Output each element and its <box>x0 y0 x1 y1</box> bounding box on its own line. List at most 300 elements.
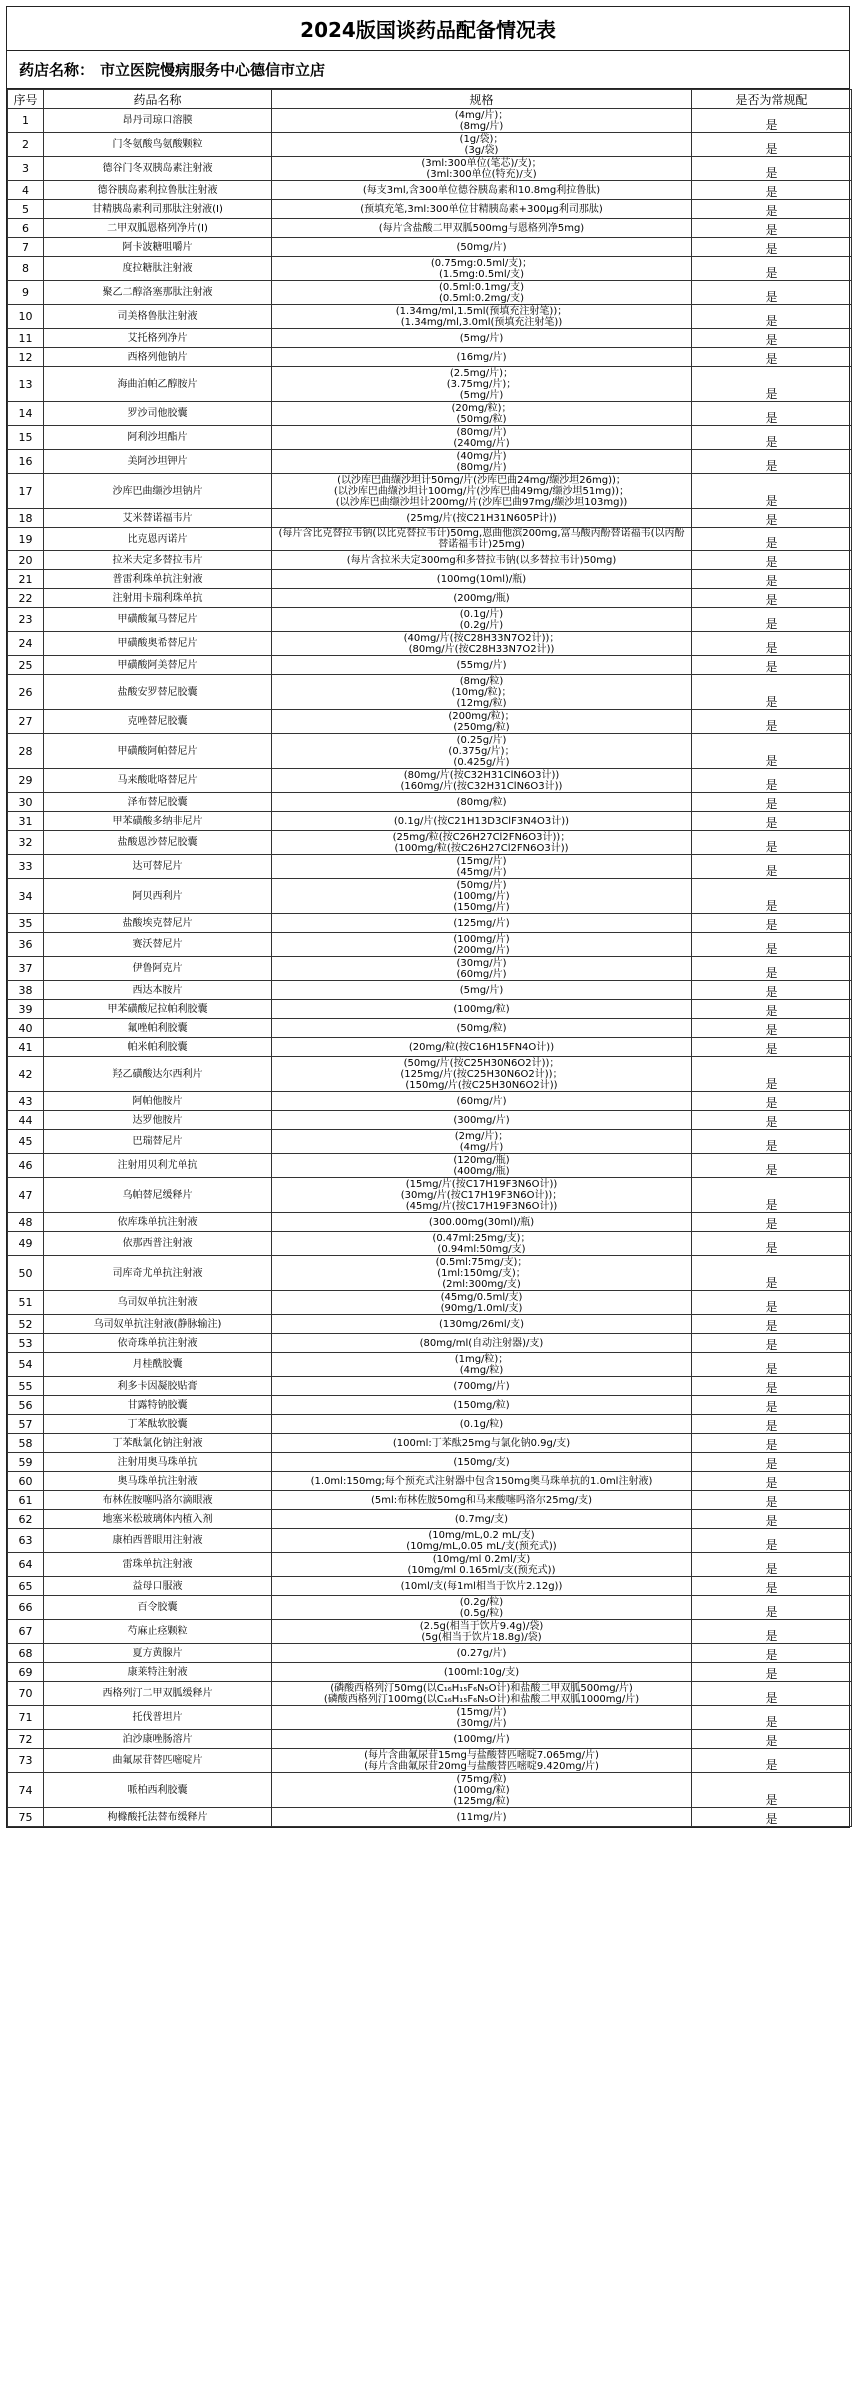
regular-stock: 是 <box>692 812 852 831</box>
drug-name: 甲磺酸奥希替尼片 <box>44 632 272 656</box>
row-number: 32 <box>8 831 44 855</box>
drug-name: 甲磺酸阿帕替尼片 <box>44 734 272 769</box>
regular-stock: 是 <box>692 1092 852 1111</box>
table-row <box>8 608 852 632</box>
table-row <box>8 1353 852 1377</box>
drug-spec: (0.1g/粒) <box>272 1415 692 1434</box>
drug-name: 注射用奥马珠单抗 <box>44 1453 272 1472</box>
table-row <box>8 200 852 219</box>
regular-stock: 是 <box>692 348 852 367</box>
header-no: 序号 <box>8 90 44 109</box>
table-row <box>8 1178 852 1213</box>
header-spec: 规格 <box>272 90 692 109</box>
drug-name: 西达本胺片 <box>44 981 272 1000</box>
drug-spec: (以沙库巴曲缬沙坦计50mg/片(沙库巴曲24mg/缬沙坦26mg))； (以沙库巴曲缬沙坦计100mg/片(沙库巴曲49mg/缬沙坦51mg))； (以沙库巴曲缬沙坦计200mg/片(沙库巴曲97mg/缬沙坦103mg)) <box>272 474 692 509</box>
regular-stock: 是 <box>692 1111 852 1130</box>
table-row <box>8 1019 852 1038</box>
table-row <box>8 426 852 450</box>
drug-spec: (5mg/片) <box>272 981 692 1000</box>
drug-name: 芍麻止痉颗粒 <box>44 1620 272 1644</box>
drug-spec: (80mg/ml(自动注射器)/支) <box>272 1334 692 1353</box>
regular-stock: 是 <box>692 1434 852 1453</box>
drug-spec: (60mg/片) <box>272 1092 692 1111</box>
regular-stock: 是 <box>692 509 852 528</box>
row-number: 51 <box>8 1291 44 1315</box>
drug-name: 二甲双胍恩格列净片(Ⅰ) <box>44 219 272 238</box>
table-row <box>8 1291 852 1315</box>
row-number: 22 <box>8 589 44 608</box>
drug-spec: (每片含拉米夫定300mg和多替拉韦钠(以多替拉韦计)50mg) <box>272 551 692 570</box>
table-row <box>8 367 852 402</box>
drug-spec: (11mg/片) <box>272 1808 692 1827</box>
row-number: 39 <box>8 1000 44 1019</box>
drug-name: 盐酸安罗替尼胶囊 <box>44 675 272 710</box>
row-number: 17 <box>8 474 44 509</box>
drug-name: 托伐普坦片 <box>44 1706 272 1730</box>
drug-spec: (0.47ml:25mg/支)； (0.94ml:50mg/支) <box>272 1232 692 1256</box>
row-number: 48 <box>8 1213 44 1232</box>
regular-stock: 是 <box>692 329 852 348</box>
drug-name: 地塞米松玻璃体内植入剂 <box>44 1510 272 1529</box>
drug-name: 阿贝西利片 <box>44 879 272 914</box>
row-number: 59 <box>8 1453 44 1472</box>
table-row <box>8 1434 852 1453</box>
drug-name: 达可替尼片 <box>44 855 272 879</box>
drug-spec: (0.1g/片) (0.2g/片) <box>272 608 692 632</box>
drug-name: 艾米替诺福韦片 <box>44 509 272 528</box>
row-number: 50 <box>8 1256 44 1291</box>
regular-stock: 是 <box>692 1256 852 1291</box>
drug-name: 羟乙磺酸达尔西利片 <box>44 1057 272 1092</box>
document-sheet <box>6 6 850 1828</box>
table-row <box>8 1620 852 1644</box>
drug-spec: (300mg/片) <box>272 1111 692 1130</box>
regular-stock: 是 <box>692 1353 852 1377</box>
drug-spec: (200mg/粒)； (250mg/粒) <box>272 710 692 734</box>
row-number: 57 <box>8 1415 44 1434</box>
drug-spec: (每片含曲氟尿苷15mg与盐酸替匹嘧啶7.065mg/片) (每片含曲氟尿苷20mg与盐酸替匹嘧啶9.420mg/片) <box>272 1749 692 1773</box>
drug-spec: (80mg/片) (240mg/片) <box>272 426 692 450</box>
drug-spec: (200mg/瓶) <box>272 589 692 608</box>
table-row <box>8 734 852 769</box>
drug-spec: (10ml/支(每1ml相当于饮片2.12g)) <box>272 1577 692 1596</box>
regular-stock: 是 <box>692 1644 852 1663</box>
drug-name: 艾托格列净片 <box>44 329 272 348</box>
table-row <box>8 1706 852 1730</box>
store-label: 药店名称： <box>19 61 95 79</box>
row-number: 38 <box>8 981 44 1000</box>
row-number: 12 <box>8 348 44 367</box>
table-row <box>8 855 852 879</box>
regular-stock: 是 <box>692 402 852 426</box>
row-number: 62 <box>8 1510 44 1529</box>
table-row <box>8 1000 852 1019</box>
drug-name: 甲苯磺酸尼拉帕利胶囊 <box>44 1000 272 1019</box>
drug-name: 奥马珠单抗注射液 <box>44 1472 272 1491</box>
row-number: 41 <box>8 1038 44 1057</box>
regular-stock: 是 <box>692 1057 852 1092</box>
regular-stock: 是 <box>692 1808 852 1827</box>
row-number: 43 <box>8 1092 44 1111</box>
drug-name: 伊鲁阿克片 <box>44 957 272 981</box>
drug-name: 盐酸恩沙替尼胶囊 <box>44 831 272 855</box>
header-regular: 是否为常规配 <box>692 90 852 109</box>
drug-name: 依库珠单抗注射液 <box>44 1213 272 1232</box>
drug-name: 注射用贝利尤单抗 <box>44 1154 272 1178</box>
regular-stock: 是 <box>692 793 852 812</box>
drug-name: 甘露特钠胶囊 <box>44 1396 272 1415</box>
regular-stock: 是 <box>692 1038 852 1057</box>
row-number: 13 <box>8 367 44 402</box>
row-number: 72 <box>8 1730 44 1749</box>
row-number: 19 <box>8 528 44 551</box>
regular-stock: 是 <box>692 528 852 551</box>
drug-name: 拉米夫定多替拉韦片 <box>44 551 272 570</box>
regular-stock: 是 <box>692 1577 852 1596</box>
drug-name: 司库奇尤单抗注射液 <box>44 1256 272 1291</box>
row-number: 74 <box>8 1773 44 1808</box>
table-row <box>8 551 852 570</box>
row-number: 63 <box>8 1529 44 1553</box>
drug-spec: (300.00mg(30ml)/瓶) <box>272 1213 692 1232</box>
drug-table <box>7 89 852 1827</box>
row-number: 65 <box>8 1577 44 1596</box>
row-number: 1 <box>8 109 44 133</box>
table-row <box>8 675 852 710</box>
regular-stock: 是 <box>692 181 852 200</box>
table-row <box>8 570 852 589</box>
drug-spec: (50mg/片(按C25H30N6O2计))； (125mg/片(按C25H30N6O2计))； (150mg/片(按C25H30N6O2计)) <box>272 1057 692 1092</box>
row-number: 60 <box>8 1472 44 1491</box>
table-row <box>8 1315 852 1334</box>
table-row <box>8 831 852 855</box>
drug-spec: (100mg/粒) <box>272 1000 692 1019</box>
regular-stock: 是 <box>692 710 852 734</box>
regular-stock: 是 <box>692 855 852 879</box>
row-number: 71 <box>8 1706 44 1730</box>
regular-stock: 是 <box>692 1773 852 1808</box>
drug-name: 盐酸埃克替尼片 <box>44 914 272 933</box>
table-row <box>8 219 852 238</box>
table-row <box>8 1396 852 1415</box>
regular-stock: 是 <box>692 675 852 710</box>
drug-name: 赛沃替尼片 <box>44 933 272 957</box>
table-row <box>8 1529 852 1553</box>
drug-name: 巴瑞替尼片 <box>44 1130 272 1154</box>
drug-spec: (16mg/片) <box>272 348 692 367</box>
row-number: 53 <box>8 1334 44 1353</box>
row-number: 61 <box>8 1491 44 1510</box>
regular-stock: 是 <box>692 305 852 329</box>
table-row <box>8 1596 852 1620</box>
drug-spec: (130mg/26ml/支) <box>272 1315 692 1334</box>
drug-spec: (每片含比克替拉韦钠(以比克替拉韦计)50mg,恩曲他滨200mg,富马酸丙酚替诺福韦(以丙酚替诺福韦计)25mg) <box>272 528 692 551</box>
row-number: 27 <box>8 710 44 734</box>
drug-name: 丁苯酞软胶囊 <box>44 1415 272 1434</box>
table-row <box>8 329 852 348</box>
regular-stock: 是 <box>692 1019 852 1038</box>
regular-stock: 是 <box>692 1315 852 1334</box>
drug-spec: (55mg/片) <box>272 656 692 675</box>
row-number: 18 <box>8 509 44 528</box>
drug-name: 月桂酰胶囊 <box>44 1353 272 1377</box>
regular-stock: 是 <box>692 257 852 281</box>
header-name: 药品名称 <box>44 90 272 109</box>
drug-spec: (4mg/片)； (8mg/片) <box>272 109 692 133</box>
row-number: 66 <box>8 1596 44 1620</box>
drug-name: 罗沙司他胶囊 <box>44 402 272 426</box>
regular-stock: 是 <box>692 1130 852 1154</box>
drug-spec: (80mg/片(按C32H31ClN6O3计)) (160mg/片(按C32H31ClN6O3计)) <box>272 769 692 793</box>
regular-stock: 是 <box>692 109 852 133</box>
table-row <box>8 1415 852 1434</box>
drug-name: 马来酸吡咯替尼片 <box>44 769 272 793</box>
regular-stock: 是 <box>692 1213 852 1232</box>
regular-stock: 是 <box>692 474 852 509</box>
row-number: 7 <box>8 238 44 257</box>
drug-name: 乌帕替尼缓释片 <box>44 1178 272 1213</box>
table-row <box>8 1334 852 1353</box>
drug-spec: (700mg/片) <box>272 1377 692 1396</box>
regular-stock: 是 <box>692 1596 852 1620</box>
drug-spec: (0.5ml:75mg/支)； (1ml:150mg/支)； (2ml:300mg/支) <box>272 1256 692 1291</box>
drug-spec: (150mg/支) <box>272 1453 692 1472</box>
drug-spec: (5ml:布林佐胺50mg和马来酸噻吗洛尔25mg/支) <box>272 1491 692 1510</box>
row-number: 10 <box>8 305 44 329</box>
regular-stock: 是 <box>692 1334 852 1353</box>
table-row <box>8 933 852 957</box>
table-row <box>8 656 852 675</box>
regular-stock: 是 <box>692 1472 852 1491</box>
drug-spec: (80mg/粒) <box>272 793 692 812</box>
drug-spec: (25mg/片(按C21H31N605P计)) <box>272 509 692 528</box>
table-row <box>8 348 852 367</box>
drug-name: 曲氟尿苷替匹嘧啶片 <box>44 1749 272 1773</box>
row-number: 25 <box>8 656 44 675</box>
drug-spec: (每支3ml,含300单位德谷胰岛素和10.8mg利拉鲁肽) <box>272 181 692 200</box>
row-number: 69 <box>8 1663 44 1682</box>
drug-name: 沙库巴曲缬沙坦钠片 <box>44 474 272 509</box>
row-number: 75 <box>8 1808 44 1827</box>
regular-stock: 是 <box>692 1415 852 1434</box>
drug-spec: (磷酸西格列汀50mg(以C₁₆H₁₅F₆N₅O计)和盐酸二甲双胍500mg/片) (磷酸西格列汀100mg(以C₁₆H₁₅F₆N₅O计)和盐酸二甲双胍1000mg/片) <box>272 1682 692 1706</box>
row-number: 56 <box>8 1396 44 1415</box>
regular-stock: 是 <box>692 1682 852 1706</box>
row-number: 14 <box>8 402 44 426</box>
regular-stock: 是 <box>692 1553 852 1577</box>
table-row <box>8 1682 852 1706</box>
row-number: 6 <box>8 219 44 238</box>
row-number: 2 <box>8 133 44 157</box>
drug-spec: (100ml:10g/支) <box>272 1663 692 1682</box>
regular-stock: 是 <box>692 1706 852 1730</box>
table-row <box>8 1491 852 1510</box>
regular-stock: 是 <box>692 367 852 402</box>
table-row <box>8 1232 852 1256</box>
regular-stock: 是 <box>692 1491 852 1510</box>
drug-spec: (2.5mg/片)； (3.75mg/片)； (5mg/片) <box>272 367 692 402</box>
regular-stock: 是 <box>692 914 852 933</box>
regular-stock: 是 <box>692 1453 852 1472</box>
row-number: 29 <box>8 769 44 793</box>
drug-spec: (40mg/片) (80mg/片) <box>272 450 692 474</box>
regular-stock: 是 <box>692 157 852 181</box>
drug-name: 百令胶囊 <box>44 1596 272 1620</box>
row-number: 9 <box>8 281 44 305</box>
drug-name: 泽布替尼胶囊 <box>44 793 272 812</box>
table-row <box>8 305 852 329</box>
row-number: 46 <box>8 1154 44 1178</box>
row-number: 44 <box>8 1111 44 1130</box>
drug-spec: (100mg/片) (200mg/片) <box>272 933 692 957</box>
row-number: 70 <box>8 1682 44 1706</box>
regular-stock: 是 <box>692 1749 852 1773</box>
table-row <box>8 879 852 914</box>
table-row <box>8 1130 852 1154</box>
row-number: 8 <box>8 257 44 281</box>
table-row <box>8 1577 852 1596</box>
row-number: 37 <box>8 957 44 981</box>
table-row <box>8 710 852 734</box>
drug-name: 西格列汀二甲双胍缓释片 <box>44 1682 272 1706</box>
row-number: 11 <box>8 329 44 348</box>
drug-spec: (1.34mg/ml,1.5ml(预填充注射笔))； (1.34mg/ml,3.0ml(预填充注射笔)) <box>272 305 692 329</box>
row-number: 35 <box>8 914 44 933</box>
regular-stock: 是 <box>692 656 852 675</box>
drug-name: 注射用卡瑞利珠单抗 <box>44 589 272 608</box>
drug-spec: (10mg/mL,0.2 mL/支) (10mg/mL,0.05 mL/支(预充式)) <box>272 1529 692 1553</box>
drug-name: 乌司奴单抗注射液 <box>44 1291 272 1315</box>
table-row <box>8 1377 852 1396</box>
table-row <box>8 1553 852 1577</box>
regular-stock: 是 <box>692 608 852 632</box>
drug-name: 甲磺酸阿美替尼片 <box>44 656 272 675</box>
drug-spec: (50mg/片) <box>272 238 692 257</box>
drug-name: 布林佐胺噻吗洛尔滴眼液 <box>44 1491 272 1510</box>
row-number: 36 <box>8 933 44 957</box>
table-row <box>8 133 852 157</box>
drug-spec: (0.75mg:0.5ml/支)； (1.5mg:0.5ml/支) <box>272 257 692 281</box>
table-row <box>8 793 852 812</box>
drug-name: 度拉糖肽注射液 <box>44 257 272 281</box>
regular-stock: 是 <box>692 1663 852 1682</box>
drug-name: 哌柏西利胶囊 <box>44 1773 272 1808</box>
drug-spec: (1g/袋)； (3g/袋) <box>272 133 692 157</box>
table-row <box>8 1057 852 1092</box>
drug-name: 康莱特注射液 <box>44 1663 272 1682</box>
drug-spec: (5mg/片) <box>272 329 692 348</box>
drug-name: 氟唑帕利胶囊 <box>44 1019 272 1038</box>
drug-spec: (15mg/片) (30mg/片) <box>272 1706 692 1730</box>
drug-name: 德谷门冬双胰岛素注射液 <box>44 157 272 181</box>
drug-name: 夏方黄腺片 <box>44 1644 272 1663</box>
table-row <box>8 1663 852 1682</box>
regular-stock: 是 <box>692 734 852 769</box>
table-row <box>8 1092 852 1111</box>
regular-stock: 是 <box>692 200 852 219</box>
regular-stock: 是 <box>692 1232 852 1256</box>
row-number: 54 <box>8 1353 44 1377</box>
drug-name: 帕米帕利胶囊 <box>44 1038 272 1057</box>
table-row <box>8 509 852 528</box>
row-number: 33 <box>8 855 44 879</box>
drug-spec: (45mg/0.5ml/支) (90mg/1.0ml/支) <box>272 1291 692 1315</box>
table-row <box>8 1749 852 1773</box>
row-number: 67 <box>8 1620 44 1644</box>
regular-stock: 是 <box>692 769 852 793</box>
table-row <box>8 402 852 426</box>
table-row <box>8 1510 852 1529</box>
drug-name: 昂丹司琼口溶膜 <box>44 109 272 133</box>
drug-name: 乌司奴单抗注射液(静脉输注) <box>44 1315 272 1334</box>
drug-name: 美阿沙坦钾片 <box>44 450 272 474</box>
table-row <box>8 1038 852 1057</box>
regular-stock: 是 <box>692 879 852 914</box>
drug-name: 雷珠单抗注射液 <box>44 1553 272 1577</box>
row-number: 26 <box>8 675 44 710</box>
drug-name: 甲苯磺酸多纳非尼片 <box>44 812 272 831</box>
table-row <box>8 1453 852 1472</box>
drug-spec: (0.27g/片) <box>272 1644 692 1663</box>
regular-stock: 是 <box>692 1529 852 1553</box>
drug-spec: (120mg/瓶) (400mg/瓶) <box>272 1154 692 1178</box>
drug-spec: (0.25g/片) (0.375g/片)； (0.425g/片) <box>272 734 692 769</box>
table-row <box>8 769 852 793</box>
table-row <box>8 1644 852 1663</box>
drug-spec: (40mg/片(按C28H33N7O2计))； (80mg/片(按C28H33N7O2计)) <box>272 632 692 656</box>
row-number: 4 <box>8 181 44 200</box>
table-row <box>8 632 852 656</box>
table-row <box>8 1773 852 1808</box>
row-number: 68 <box>8 1644 44 1663</box>
drug-spec: (3ml:300单位(笔芯)/支)； (3ml:300单位(特充)/支) <box>272 157 692 181</box>
drug-spec: (30mg/片) (60mg/片) <box>272 957 692 981</box>
row-number: 30 <box>8 793 44 812</box>
row-number: 64 <box>8 1553 44 1577</box>
drug-name: 丁苯酞氯化钠注射液 <box>44 1434 272 1453</box>
row-number: 16 <box>8 450 44 474</box>
drug-name: 比克恩丙诺片 <box>44 528 272 551</box>
row-number: 5 <box>8 200 44 219</box>
drug-spec: (10mg/ml 0.2ml/支) (10mg/ml 0.165ml/支(预充式)) <box>272 1553 692 1577</box>
table-row <box>8 281 852 305</box>
table-row <box>8 981 852 1000</box>
row-number: 55 <box>8 1377 44 1396</box>
regular-stock: 是 <box>692 1178 852 1213</box>
row-number: 58 <box>8 1434 44 1453</box>
table-row <box>8 1472 852 1491</box>
table-body <box>8 109 852 1827</box>
regular-stock: 是 <box>692 551 852 570</box>
row-number: 42 <box>8 1057 44 1092</box>
drug-name: 甘精胰岛素利司那肽注射液(Ⅰ) <box>44 200 272 219</box>
regular-stock: 是 <box>692 981 852 1000</box>
row-number: 3 <box>8 157 44 181</box>
store-name: 市立医院慢病服务中心德信市立店 <box>100 61 326 79</box>
row-number: 21 <box>8 570 44 589</box>
regular-stock: 是 <box>692 1620 852 1644</box>
row-number: 40 <box>8 1019 44 1038</box>
drug-spec: (0.5ml:0.1mg/支) (0.5ml:0.2mg/支) <box>272 281 692 305</box>
drug-spec: (50mg/粒) <box>272 1019 692 1038</box>
drug-spec: (100mg(10ml)/瓶) <box>272 570 692 589</box>
table-row <box>8 181 852 200</box>
row-number: 34 <box>8 879 44 914</box>
table-row <box>8 812 852 831</box>
table-row <box>8 450 852 474</box>
table-row <box>8 109 852 133</box>
drug-name: 克唑替尼胶囊 <box>44 710 272 734</box>
